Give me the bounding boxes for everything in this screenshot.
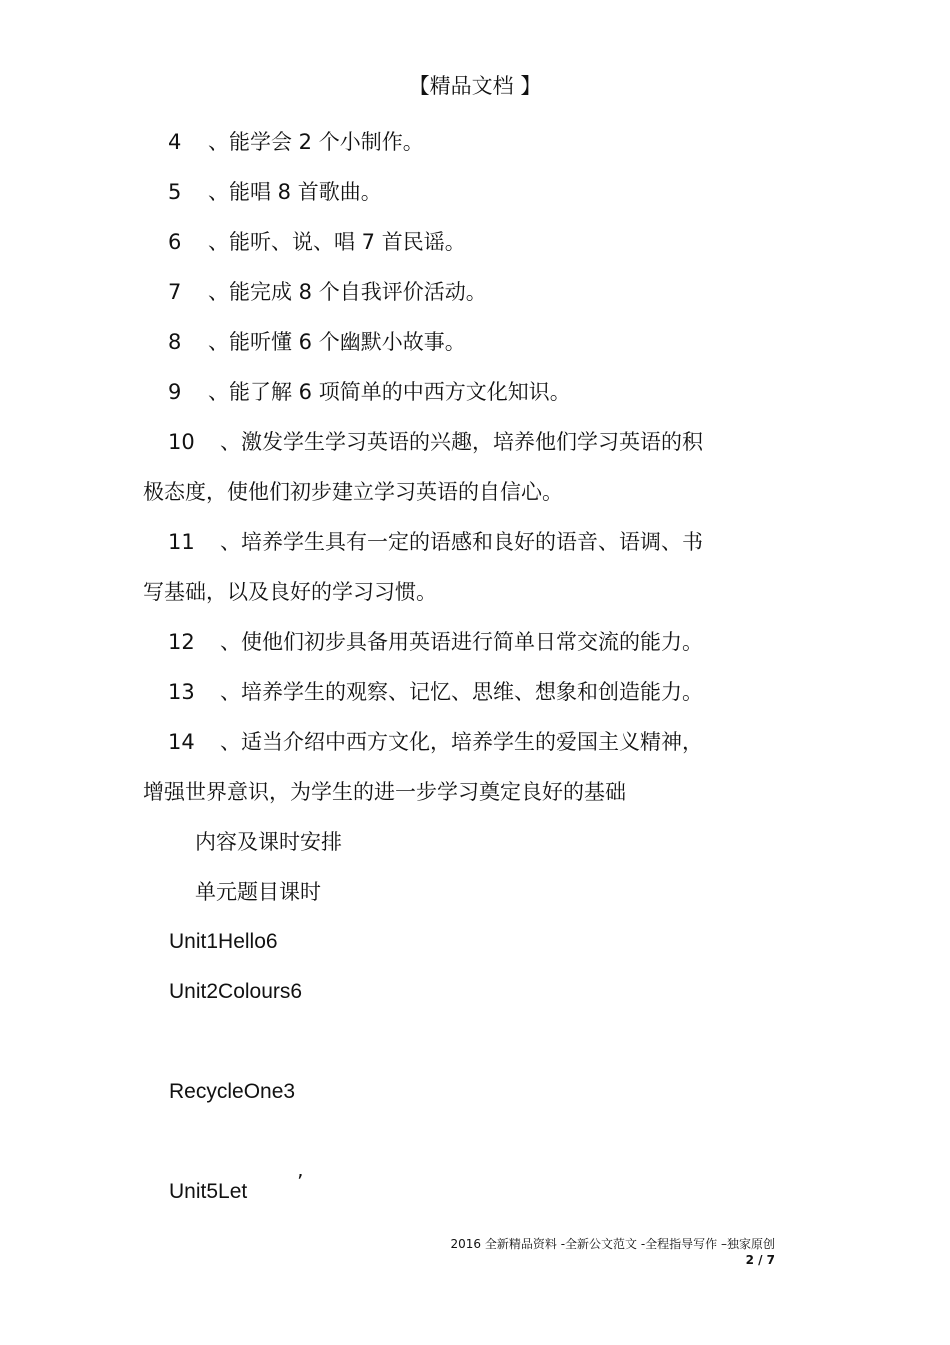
item-text: 、能听懂 6 个幽默小故事。	[208, 330, 466, 354]
table-header: 单元题目课时	[195, 880, 321, 904]
unit-row: Unit2Colours6	[169, 980, 303, 1003]
item-number: 5	[168, 180, 182, 204]
item-text: 、适当介绍中西方文化，培养学生的爱国主义精神，	[220, 730, 703, 754]
item-text: 、能唱 8 首歌曲。	[208, 180, 382, 204]
list-item	[168, 528, 703, 556]
item-number: 9	[168, 380, 182, 404]
item-number: 6	[168, 230, 182, 254]
section-heading: 内容及课时安排	[195, 830, 342, 854]
unit-row: RecycleOne3	[169, 1080, 296, 1103]
list-item	[168, 428, 703, 456]
page-footer: 2016 全新精品资料 -全新公文范文 -全程指导写作 –独家原创	[450, 1237, 775, 1251]
item-text: 、能了解 6 项简单的中西方文化知识。	[208, 380, 571, 404]
list-item-continuation: 极态度，使他们初步建立学习英语的自信心。	[143, 480, 563, 504]
list-item	[168, 728, 703, 756]
item-number: 13	[168, 680, 195, 704]
item-text: 、激发学生学习英语的兴趣，培养他们学习英语的积	[220, 430, 703, 454]
item-number: 12	[168, 630, 195, 654]
list-item	[168, 278, 487, 306]
list-item	[168, 328, 466, 356]
item-text: 、培养学生的观察、记忆、思维、想象和创造能力。	[220, 680, 703, 704]
item-number: 7	[168, 280, 182, 304]
item-text: 、培养学生具有一定的语感和良好的语音、语调、书	[220, 530, 703, 554]
list-item	[168, 228, 466, 256]
item-text: 、使他们初步具备用英语进行简单日常交流的能力。	[220, 630, 703, 654]
item-text: 、能学会 2 个小制作。	[208, 130, 424, 154]
page-number: 2 / 7	[745, 1253, 775, 1267]
apostrophe-mark: ’	[297, 1170, 304, 1194]
list-item	[168, 378, 571, 406]
list-item	[168, 678, 703, 706]
page-header: 【精品文档 】	[408, 74, 542, 98]
list-item	[168, 128, 424, 156]
item-text: 、能听、说、唱 7 首民谣。	[208, 230, 466, 254]
unit-row: Unit5Let	[169, 1180, 248, 1203]
list-item	[168, 628, 703, 656]
list-item-continuation: 写基础，以及良好的学习习惯。	[143, 580, 437, 604]
list-item-continuation: 增强世界意识，为学生的进一步学习奠定良好的基础	[143, 780, 626, 804]
item-number: 4	[168, 130, 182, 154]
list-item	[168, 178, 382, 206]
unit-row: Unit1Hello6	[169, 930, 278, 953]
item-number: 11	[168, 530, 195, 554]
item-text: 、能完成 8 个自我评价活动。	[208, 280, 487, 304]
item-number: 10	[168, 430, 195, 454]
item-number: 14	[168, 730, 195, 754]
item-number: 8	[168, 330, 182, 354]
